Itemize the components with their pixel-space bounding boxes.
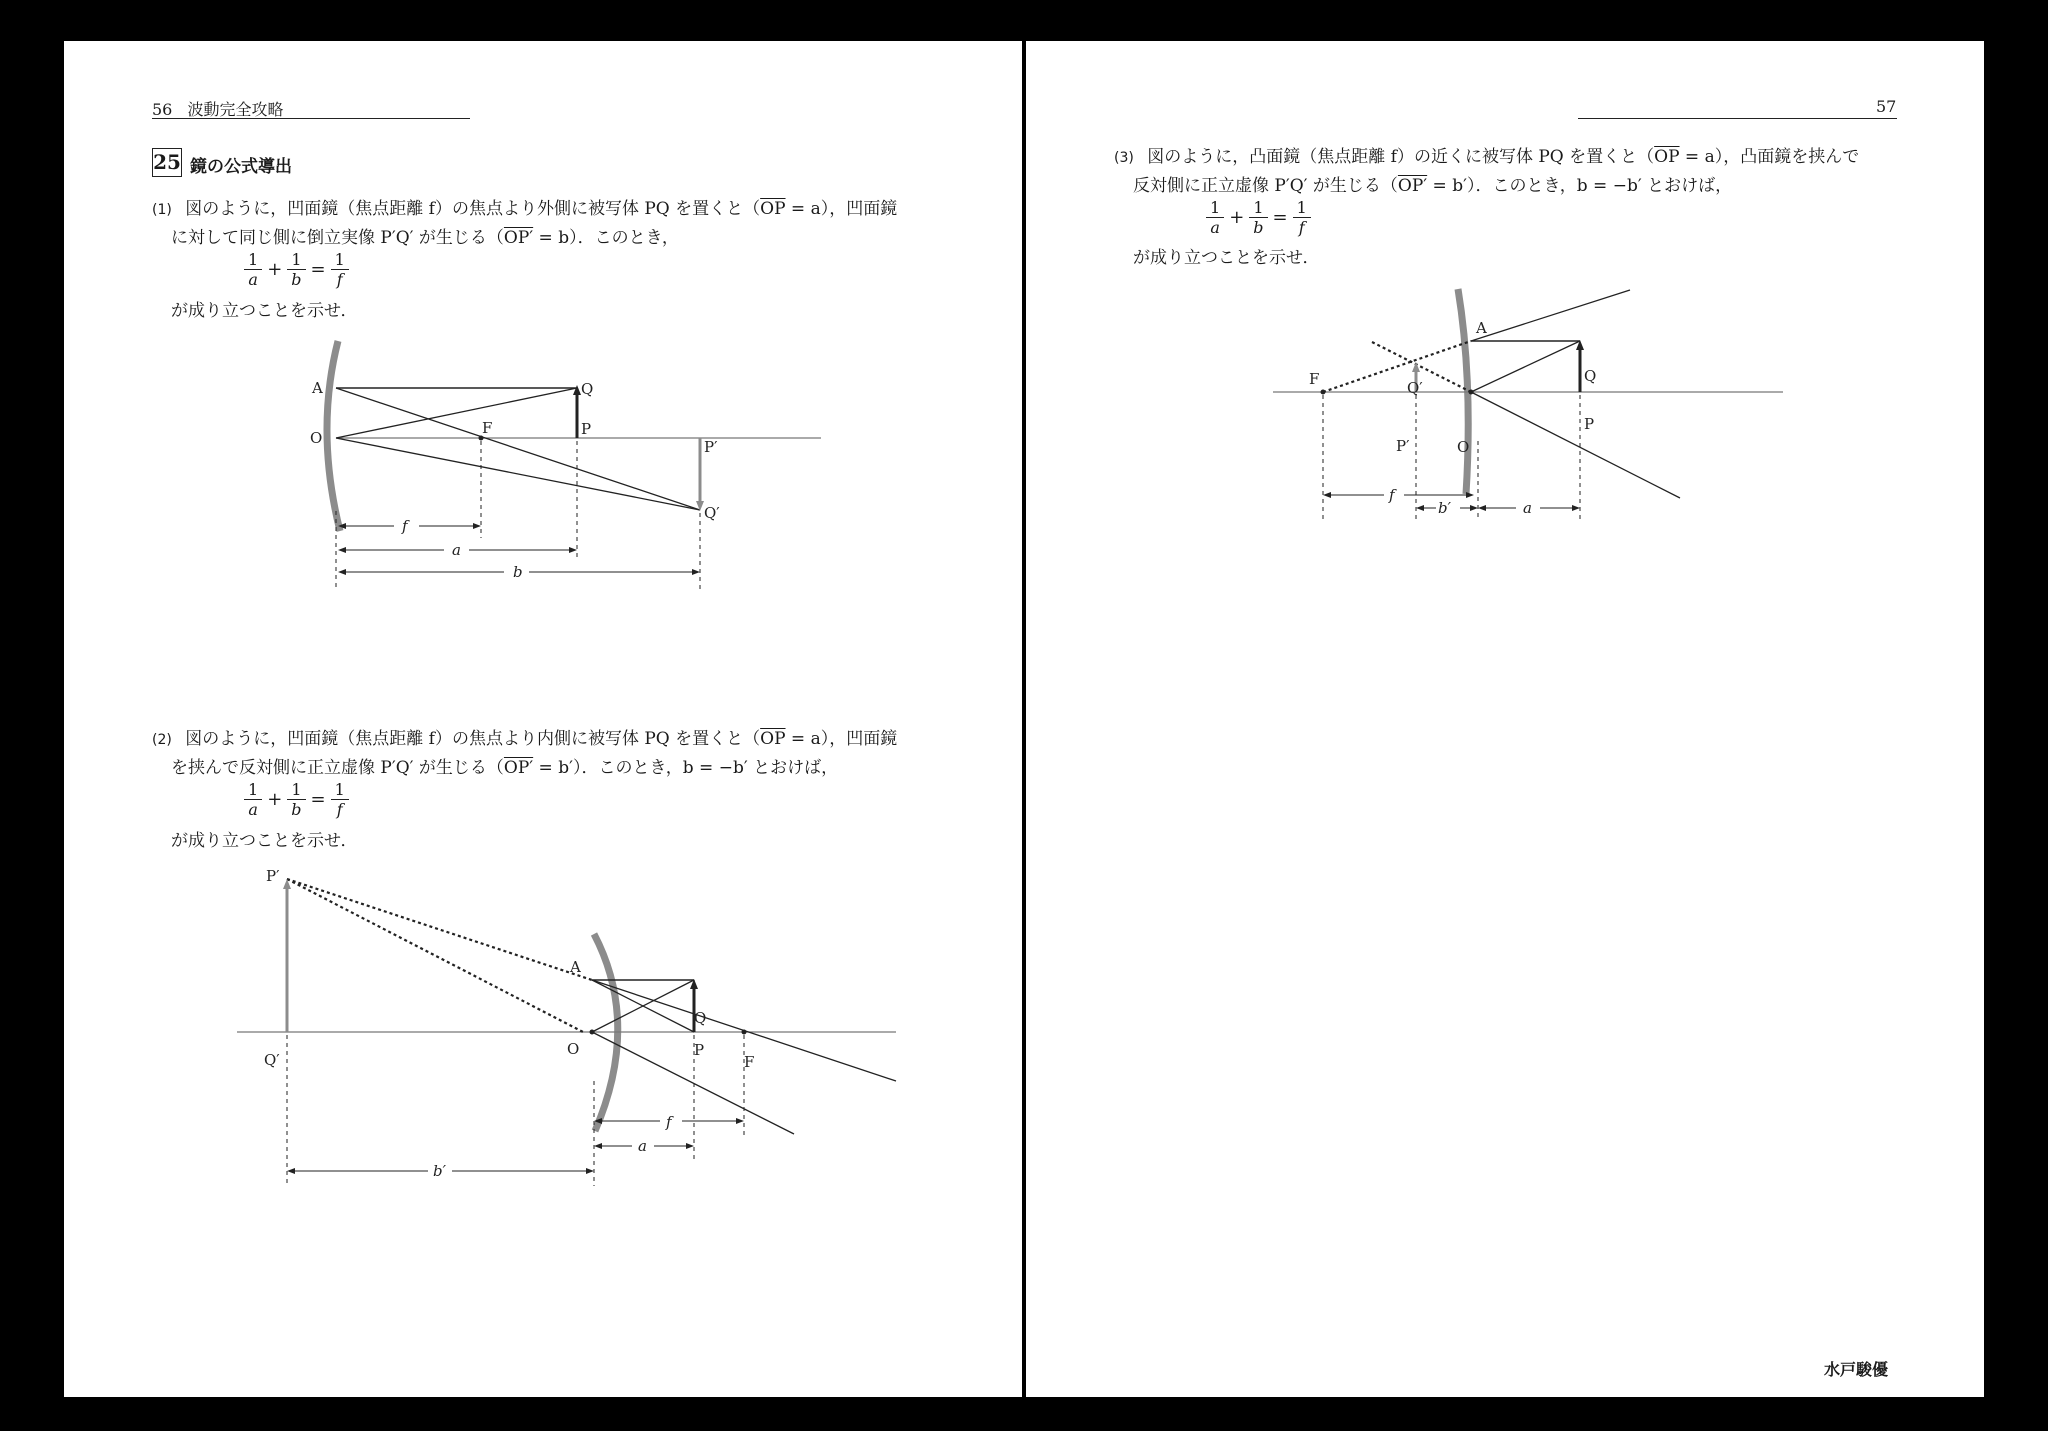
ray-reflected-up (1471, 290, 1630, 341)
svg-text:Q′: Q′ (704, 504, 720, 522)
ray-reflected-down (1471, 392, 1680, 498)
author-name: 水戸駿優 (1824, 1360, 1889, 1379)
part1-closing: が成り立つことを示せ． (171, 301, 358, 321)
svg-text:b′: b′ (433, 1162, 447, 1180)
svg-text:Q′: Q′ (1407, 379, 1423, 397)
focus-point-f (742, 1030, 747, 1035)
svg-text:f: f (402, 517, 408, 535)
svg-text:P: P (1584, 415, 1595, 433)
problem-title: 鏡の公式導出 (190, 157, 292, 177)
left-page-number: 56 (152, 100, 173, 119)
svg-text:Q: Q (581, 380, 594, 398)
right-page-number: 57 (1876, 97, 1897, 116)
svg-text:a: a (452, 541, 461, 559)
extension-O (287, 879, 585, 1033)
svg-text:F: F (744, 1053, 755, 1071)
part3-closing: が成り立つことを示せ． (1133, 248, 1320, 268)
svg-text:F: F (482, 419, 493, 437)
ray-center-in (1471, 341, 1580, 392)
figure-2-concave-virtual-image (64, 41, 1022, 1397)
right-page (1026, 41, 1984, 1397)
svg-text:A: A (570, 958, 581, 976)
book-title: 波動完全攻略 (187, 100, 284, 119)
part3-mirror-formula: $\frac{1}{a}$ + $\frac{1}{b}$ = $\frac{1}{f}$ (1206, 199, 1311, 236)
svg-text:A: A (312, 379, 323, 397)
svg-text:P′: P′ (704, 438, 718, 456)
svg-text:f: f (666, 1113, 672, 1131)
svg-text:O: O (567, 1040, 580, 1058)
svg-text:Q: Q (1584, 367, 1597, 385)
focus-point-f (1321, 390, 1326, 395)
part1-mirror-formula: $\frac{1}{a}$ + $\frac{1}{b}$ = $\frac{1}{f}$ (244, 251, 349, 288)
svg-text:O: O (1457, 438, 1470, 456)
svg-text:a: a (1523, 499, 1532, 517)
svg-text:P′: P′ (1396, 437, 1410, 455)
part2-number: (2) (152, 732, 172, 748)
part2-line1: (2) 図のように，凹面鏡（焦点距離 f）の焦点より内側に被写体 PQ を置くと$(\overline{OP} = a)$，凹面鏡 (152, 729, 898, 749)
figure-3-convex-mirror (1026, 41, 1984, 1397)
part3-number: (3) (1114, 150, 1134, 166)
left-page (64, 41, 1022, 1397)
part1-number: (1) (152, 202, 172, 218)
problem-number-box: 25 (152, 148, 182, 177)
svg-text:P: P (581, 420, 592, 438)
extension-to-focus (1323, 341, 1471, 392)
svg-text:A: A (1476, 319, 1487, 337)
part2-closing: が成り立つことを示せ． (171, 831, 358, 851)
part1-line2: に対して同じ側に倒立実像 P′Q′ が生じる（OP′ = b）．このとき， (171, 228, 679, 248)
svg-text:P′: P′ (266, 867, 280, 885)
ray-center-out (592, 1032, 794, 1134)
svg-text:Q′: Q′ (264, 1051, 280, 1069)
svg-text:Q: Q (694, 1009, 707, 1027)
extension-A (287, 879, 592, 980)
svg-text:O: O (310, 429, 323, 447)
part3-line2: 反対側に正立虚像 P′Q′ が生じる（OP′ = b′）．このとき，b = −b′ とおけば， (1133, 176, 1733, 196)
part1-line1: (1) 図のように，凹面鏡（焦点距離 f）の焦点より外側に被写体 PQ を置くと$(\overline{OP} = a)$，凹面鏡 (152, 199, 898, 219)
svg-text:f: f (1389, 486, 1395, 504)
part2-mirror-formula: $\frac{1}{a}$ + $\frac{1}{b}$ = $\frac{1}{f}$ (244, 781, 349, 818)
part3-line1: (3) 図のように，凸面鏡（焦点距離 f）の近くに被写体 PQ を置くと$(\overline{OP} = a)$，凸面鏡を挟んで (1114, 147, 1860, 167)
svg-text:F: F (1309, 370, 1320, 388)
part2-line2: を挟んで反対側に正立虚像 P′Q′ が生じる（OP′ = b′）．このとき，b = −b′ とおけば， (171, 758, 839, 778)
svg-text:b′: b′ (1438, 499, 1452, 517)
svg-text:b: b (513, 563, 523, 581)
svg-text:P: P (694, 1041, 705, 1059)
svg-text:a: a (638, 1137, 647, 1155)
